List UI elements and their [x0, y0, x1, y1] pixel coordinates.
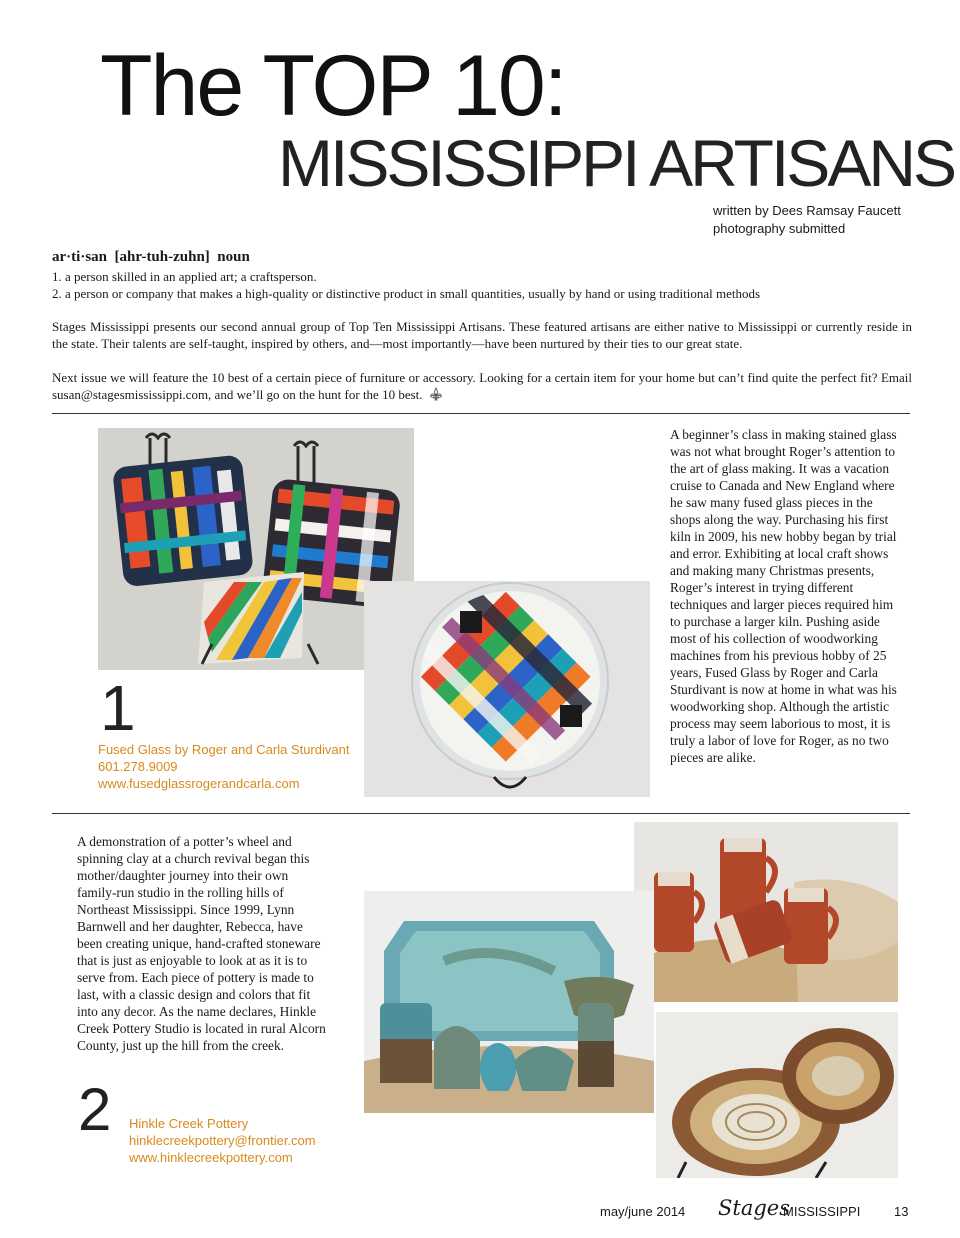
intro-paragraph-1: Stages Mississippi presents our second annual group of Top Ten Mississippi Artisans. These featured artisans are either native to Mississippi or currently reside in the state. Their talents are self-taught, inspired by others, and—most importantly—have been nurtured by their ties to our great state. [52, 319, 912, 351]
artisan-2-story: A demonstration of a potter’s wheel and spinning clay at a church revival began this mother/daughter journey into their own family-run studio in the rolling hills of Northeast Mississippi. Since 1999, Lynn Barnwell and her daughter, Rebecca, have been creating unique, hand-crafted stoneware that is just as enjoyable to look at as it is to serve from. Each piece of pottery is made to last, with a classic design and colors that fit into any decor. As the name declares, Hinkle Creek Pottery Studio is located in rural Alcorn County, just up the hill from the creek. [77, 834, 326, 1053]
artisan-1-phone: 601.278.9009 [98, 759, 178, 774]
photo-fused-glass-platter [364, 581, 650, 797]
page-number: 13 [894, 1204, 909, 1219]
definition-sense-1: 1. a person skilled in an applied art; a craftsperson. [52, 269, 317, 284]
photo-credit: photography submitted [713, 221, 846, 236]
artisan-2-email-link[interactable]: hinklecreekpottery@frontier.com [129, 1133, 316, 1148]
artisan-1-website-link[interactable]: www.fusedglassrogerandcarla.com [98, 776, 300, 791]
intro-paragraph-2 [52, 369, 912, 403]
fleur-de-lis-icon [429, 387, 443, 401]
footer-brand-script: Stages [718, 1196, 790, 1220]
artisan-1-story: A beginner’s class in making stained glass was not what brought Roger’s attention to the art of glass making. It was a vacation cruise to Canada and New England where he saw many fused glass pieces in the shops along the way. Purchasing his first kiln in 2009, his new hobby began by trial and error. Exhibiting at local craft shows and making many Christmas presents, Roger’s interest in trying different techniques and larger pieces required him to purchase a larger kiln. Pushing aside most of his collection of woodworking machines from his previous hobby of 25 years, Fused Glass by Roger and Carla Sturdivant is now at home in what was his woodworking shop. Although the artistic process may seem laborious to most, it is truly a labor of love for Roger, as no two pieces are alike. [670, 427, 897, 765]
photo-red-pottery-mugs [634, 822, 898, 1002]
definition-headword: ar·ti·san [ahr-tuh-zuhn] noun [52, 249, 250, 265]
photo-pottery-plates [656, 1012, 898, 1178]
footer-issue-date: may/june 2014 [600, 1204, 686, 1219]
footer-brand-caps: MISSISSIPPI [783, 1204, 861, 1219]
definition-sense-2: 2. a person or company that makes a high-quality or distinctive product in small quantities, usually by hand or using traditional methods [52, 286, 761, 301]
artisan-1-name: Fused Glass by Roger and Carla Sturdivant [98, 742, 350, 757]
intro-paragraph-2-text: Next issue we will feature the 10 best of a certain piece of furniture or accessory. Looking for a certain item for your home but can’t find quite the perfect fit? Email susan@stagesmississippi.com, and we’ll go on the hunt for the 10 best. [52, 370, 912, 402]
byline: written by Dees Ramsay Faucett [713, 203, 901, 218]
artisan-2-name: Hinkle Creek Pottery [129, 1116, 249, 1131]
headline-mississippi-artisans: MISSISSIPPI ARTISANS [278, 126, 955, 200]
headline-top10: The TOP 10: [100, 38, 566, 134]
artisan-2-website-link[interactable]: www.hinklecreekpottery.com [129, 1150, 293, 1165]
section-divider-middle [52, 813, 910, 814]
credits [713, 202, 901, 238]
photo-blue-pottery [364, 891, 654, 1113]
section-divider-top [52, 413, 910, 414]
artisan-1-number: 1 [100, 672, 136, 744]
artisan-2-number: 2 [78, 1076, 112, 1143]
